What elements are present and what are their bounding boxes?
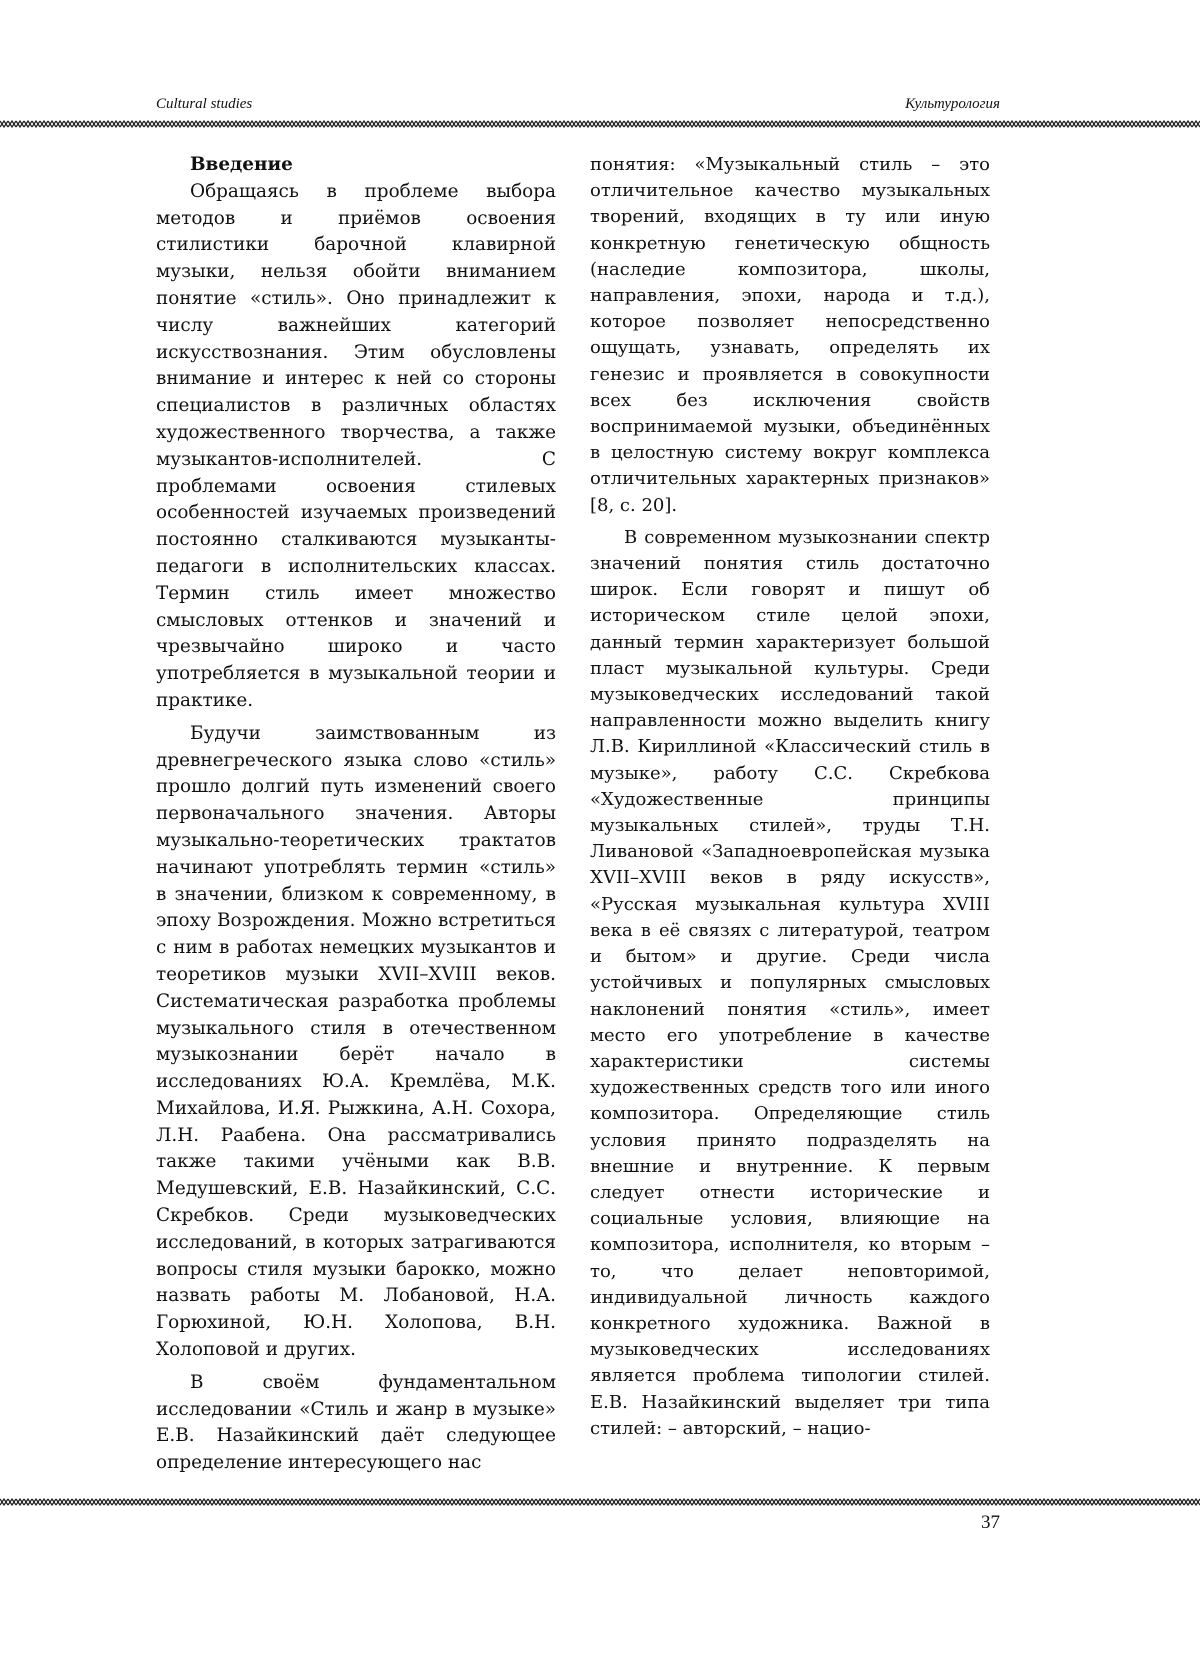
page-number: 37	[981, 1512, 1000, 1533]
paragraph: В своём фундаментальном исследовании «Стиль и жанр в музыке» Е.В. Назайкинский даёт следующее определение интересующего нас	[156, 1371, 556, 1474]
paragraph: Будучи заимствованным из древнегреческого языка слово «стиль» прошло долгий путь изменений своего первоначального значения. Авторы музыкально-теоретических трактатов начинают употреблять термин «стиль» в значении, близком к современному, в эпоху Возрождения. Можно встретиться с ним в работах немецких музыкантов и теоретиков музыки XVII–XVIII веков. Систематическая разработка проблемы музыкального стиля в отечественном музыкознании берёт начало в исследованиях Ю.А. Кремлёва, М.К. Михайлова, И.Я. Рыжкина, А.Н. Сохора, Л.Н. Раабена. Она рассматривались также такими учёными как В.В. Медушевский, Е.В. Назайкинский, С.С. Скребков. Среди музыковедческих исследований, в которых затрагиваются вопросы стиля музыки барокко, можно назвать работы М. Лобановой, Н.А. Горюхиной, Ю.Н. Холопова, В.Н. Холоповой и других.	[156, 722, 556, 1361]
paragraph: В современном музыкознании спектр значений понятия стиль достаточно широк. Если говорят и пишут об историческом стиле целой эпохи, данный термин характеризует большой пласт музыкальной культуры. Среди музыковедческих исследований такой направленности можно выделить книгу Л.В. Кириллиной «Классический стиль в музыке», работу С.С. Скребкова «Художественные принципы музыкальных стилей», труды Т.Н. Ливановой «Западноевропейская музыка XVII–XVIII веков в ряду искусств», «Русская музыкальная культура XVIII века в её связях с литературой, театром и бытом» и другие. Среди числа устойчивых и популярных смысловых наклонений понятия «стиль», имеет место его употребление в качестве характеристики системы художественных средств того или иного композитора. Определяющие стиль условия принято подразделять на внешние и внутренние. К первым следует отнести исторические и социальные условия, влияющие на композитора, исполнителя, ко вторым – то, что делает неповторимой, индивидуальной личность каждого конкретного художника. Важной в музыковедческих исследованиях является проблема типологии стилей. Е.В. Назайкинский выделяет три типа стилей: – авторский, – нацио-	[590, 526, 990, 1439]
left-column	[156, 152, 556, 1477]
top-ornament-rule	[0, 119, 1200, 129]
bottom-ornament-rule	[0, 1497, 1200, 1507]
running-head-right: Культурология	[905, 96, 1000, 112]
section-heading: Введение	[190, 154, 293, 175]
paragraph: понятия: «Музыкальный стиль – это отличительное качество музыкальных творений, входящих в ту или иную конкретную генетическую общность (наследие композитора, школы, направления, эпохи, народа и т.д.), которое позволяет непосредственно ощущать, узнавать, определять их генезис и проявляется в совокупности всех без исключения свойств воспринимаемой музыки, объединённых в целостную систему вокруг комплекса отличительных характерных признаков» [8, с. 20].	[590, 154, 990, 516]
running-head-left: Cultural studies	[156, 96, 253, 112]
paragraph: Обращаясь в проблеме выбора методов и приёмов освоения стилистики барочной клавирной музыки, нельзя обойти вниманием понятие «стиль». Оно принадлежит к числу важнейших категорий искусствознания. Этим обусловлены внимание и интерес к ней со стороны специалистов в различных областях художественного творчества, а также музыкантов-исполнителей. С проблемами освоения стилевых особенностей изучаемых произведений постоянно сталкиваются музыканты-педагоги в исполнительских классах. Термин стиль имеет множество смысловых оттенков и значений и чрезвычайно широко и часто употребляется в музыкальной теории и практике.	[156, 180, 556, 711]
right-column	[590, 152, 990, 1442]
